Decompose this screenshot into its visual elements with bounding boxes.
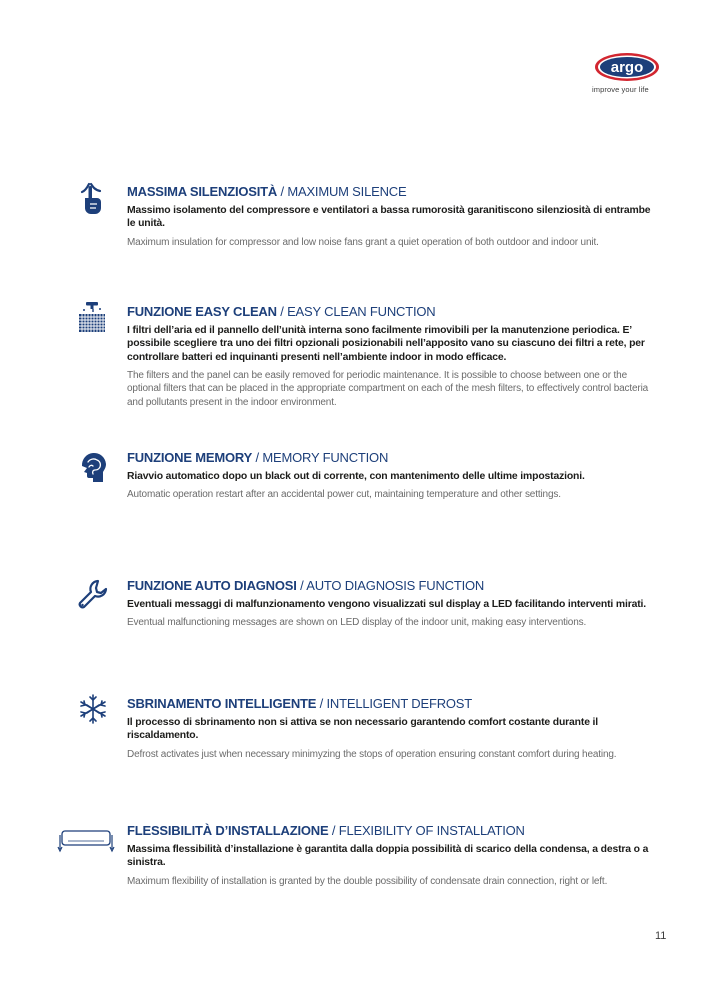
feature-description-en: Maximum insulation for compressor and low noise fans grant a quiet operation of both outdoor and indoor unit. <box>127 236 599 248</box>
tagline: improve your life <box>592 85 649 94</box>
feature-title: FUNZIONE MEMORY / MEMORY FUNCTION <box>127 450 389 465</box>
feature-description-en: The filters and the panel can be easily removed for periodic maintenance. It is possible to choose between one or the optional filters that can be placed in the appropriate compartment on each of the mesh filters, to effectively control bacteria and pollutants present in the indoor environment. <box>127 370 649 408</box>
feature-title: FUNZIONE EASY CLEAN / EASY CLEAN FUNCTION <box>127 304 436 319</box>
feature-title: FUNZIONE AUTO DIAGNOSI / AUTO DIAGNOSIS FUNCTION <box>127 578 485 593</box>
feature-description-it: Massima flessibilità d’installazione è garantita dalla doppia possibilità di scarico della condensa, a destra o a sinistra. <box>127 844 649 869</box>
feature-description-en: Defrost activates just when necessary minimyzing the stops of operation ensuring constant comfort during heating. <box>127 748 617 760</box>
memory-icon <box>76 450 110 484</box>
feature-title: MASSIMA SILENZIOSITÀ / MAXIMUM SILENCE <box>127 184 407 199</box>
feature-description-en: Eventual malfunctioning messages are shown on LED display of the indoor unit, making easy interventions. <box>127 617 587 629</box>
argo-logo <box>592 52 662 96</box>
installation-icon <box>56 827 116 859</box>
feature-description-it: Eventuali messaggi di malfunzionamento vengono visualizzati sul display a LED facilitando interventi mirati. <box>127 599 647 610</box>
defrost-icon <box>76 692 110 726</box>
feature-description-it: Massimo isolamento del compressore e ventilatori a bassa rumorosità garanitiscono silenziosità di entrambe le unità. <box>127 205 651 230</box>
feature-description-it: Il processo di sbrinamento non si attiva se non necessario garantendo comfort costante durante il riscaldamento. <box>127 717 599 742</box>
feature-description-it: Riavvio automatico dopo un black out di corrente, con mantenimento delle ultime impostazioni. <box>127 471 585 482</box>
feature-title: SBRINAMENTO INTELLIGENTE / INTELLIGENT DEFROST <box>127 696 472 711</box>
argo-logo-badge <box>594 52 660 82</box>
feature-title: FLESSIBILITÀ D’INSTALLAZIONE / FLEXIBILITY OF INSTALLATION <box>127 823 525 838</box>
page-number: 11 <box>655 930 667 942</box>
wrench-icon <box>76 578 110 612</box>
feature-description-en: Maximum flexibility of installation is granted by the double possibility of condensate drain connection, right or left. <box>127 875 608 887</box>
feature-description-it: I filtri dell’aria ed il pannello dell’unità interna sono facilmente rimovibili per la manutenzione periodica. E’ possibile scegliere tra uno dei filtri opzionali posizionabili nell’apposito vano su ciascuno dei filtri a rete, per controllare batteri ed inquinanti presenti nell’ambiente indoor in modo efficace. <box>127 325 645 363</box>
easy-clean-icon <box>76 300 110 334</box>
silence-icon <box>76 182 110 216</box>
logo-text: argo <box>610 59 644 76</box>
feature-description-en: Automatic operation restart after an accidental power cut, maintaining temperature and other settings. <box>127 489 561 501</box>
